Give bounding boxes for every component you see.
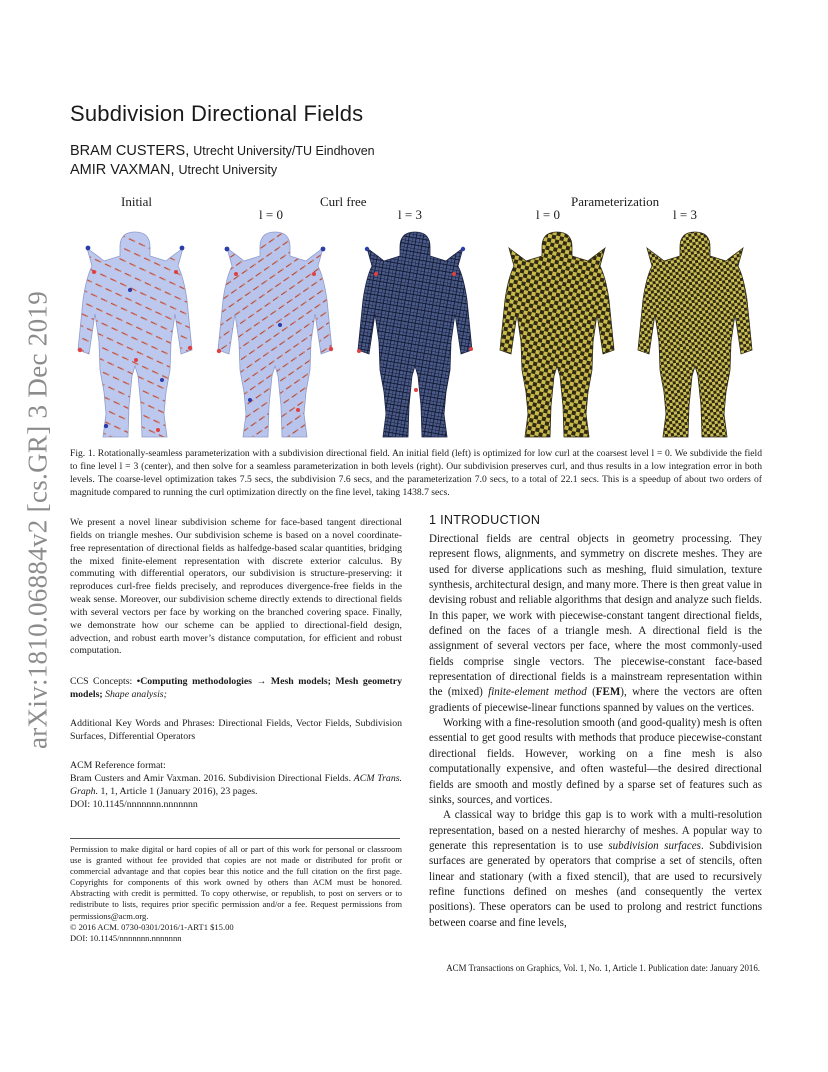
reference-line: Bram Custers and Amir Vaxman. 2016. Subdivision Directional Fields.: [70, 773, 354, 784]
reference-line: 1, 1, Article 1 (January 2016), 23 pages.: [98, 785, 258, 797]
figure-level-label: l = 0: [259, 207, 283, 222]
intro-paragraph-2: Working with a fine-resolution smooth (and good-quality) mesh is often essential to get good results with methods that produce piecewise-constant directional fields. However, working on a fine mesh is also computationally expensive, and often wasteful—the desired directional fields are smooth and mostly defined by a sparse set of features such as sinks, sources, and vortices.: [429, 717, 762, 806]
intro-text: Directional fields are central objects in geometry processing. They represent flows, alignments, and symmetry on discrete meshes. They are used for diverse applications such as meshing, fluid simulation, texture synthesis, architectural design, and many more. There is then great value in devising robust and reliable algorithms that design and analyze such fields. In this paper, we work with piecewise-constant tangent directional fields, defined on the faces of a triangle mesh. A directional field is the assignment of several vectors per face, where the most commonly-used fields comprise single vectors. The piecewise-constant face-based representation of directional fields is a mainstream representation within the (mixed): [429, 533, 762, 699]
keywords: Additional Key Words and Phrases: Directional Fields, Vector Fields, Subdivision Surfaces, Differential Operators: [70, 718, 402, 742]
section-heading: 1 INTRODUCTION: [429, 513, 541, 527]
model-curl-free-level-0: [217, 232, 333, 437]
reference-journal: ACM Trans. Graph.: [70, 773, 402, 797]
author-2: [70, 162, 277, 178]
author-name: AMIR VAXMAN,: [70, 162, 175, 178]
intro-italic: finite-element method: [488, 686, 587, 699]
intro-text: . Subdivision surfaces are generated by operators that comprise a set of stencils, often linear and stationary (with a fixed stencil), that are used to recursively refine functions defined on meshes (and consequently the vertex positions). These operators can be used to prolong and restrict functions between coarse and fine levels,: [429, 839, 762, 929]
model-curl-free-level-3: [357, 232, 473, 437]
intro-body: [429, 532, 762, 931]
ccs-italic: Shape analysis;: [102, 688, 167, 700]
intro-paragraph-3: [429, 808, 762, 931]
author-name: BRAM CUSTERS,: [70, 143, 190, 159]
model-initial: [78, 232, 192, 437]
figure-level-label: l = 3: [673, 207, 697, 222]
permission-notice: [70, 844, 402, 944]
reference-doi: DOI: 10.1145/nnnnnnn.nnnnnnn: [70, 798, 198, 810]
intro-text: A classical way to bridge this gap is to work with a multi-resolution representation, based on a nested hierarchy of meshes. A popular way to generate this representation is to use: [429, 809, 762, 852]
figure-label-parameterization: Parameterization: [571, 194, 660, 209]
intro-text: , where the vectors are often gradients of piecewise-linear functions spanned by values on the vertices.: [429, 686, 762, 714]
ccs-label: CCS Concepts:: [70, 676, 137, 687]
figure-level-label: l = 0: [536, 207, 560, 222]
figure-label-initial: Initial: [121, 194, 153, 209]
teaser-figure: [70, 230, 760, 440]
page-footer: ACM Transactions on Graphics, Vol. 1, No. 1, Article 1. Publication date: January 2016.: [446, 963, 760, 973]
permission-text: Permission to make digital or hard copies of all or part of this work for personal or classroom use is granted without fee provided that copies are not made or distributed for profit or commercial advantage and that copies bear this notice and the full citation on the first page. Copyrights for components of this work owned by others than ACM must be honored. Abstracting with credit is permitted. To copy otherwise, or republish, to post on servers or to redistribute to lists, requires prior specific permission and/or a fee. Request permissions from permissions@acm.org.: [70, 844, 402, 921]
paper-title: Subdivision Directional Fields: [70, 101, 364, 126]
reference-heading: ACM Reference format:: [70, 760, 166, 771]
arxiv-identifier-text: arXiv:1810.06884v2 [cs.GR] 3 Dec 2019: [22, 290, 53, 750]
author-1: [70, 143, 375, 159]
footnote-divider: [70, 838, 400, 839]
figure-label-curl-free: Curl free: [320, 194, 367, 209]
intro-italic: subdivision surfaces: [608, 839, 701, 852]
reference-format: [70, 773, 402, 812]
author-affiliation: Utrecht University: [178, 163, 278, 177]
intro-bold: FEM: [595, 686, 621, 699]
arxiv-identifier: [8, 290, 68, 750]
ccs-bold: •Computing methodologies → Mesh models; Mesh geometry models;: [70, 676, 402, 700]
author-affiliation: Utrecht University/TU Eindhoven: [193, 144, 375, 158]
ccs-concepts: [70, 676, 402, 702]
figure-level-label: l = 3: [398, 207, 422, 222]
figure-caption: Fig. 1. Rotationally-seamless parameterization with a subdivision directional field. An initial field (left) is optimized for low curl at the coarsest level l = 0. We subdivide the field to fine level l = 3 (center), and then solve for a seamless parameterization in both levels (right). Our subdivision preserves curl, and thus results in a low integration error in both levels. The coarse-level optimization takes 7.5 secs, the subdivision 7.6 secs, and the parameterization 7.0 secs, to a total of 22.1 secs. This is a speedup of about two orders of magnitude compared to running the curl optimization directly on the fine level, taking 1438.7 secs.: [70, 448, 762, 499]
copyright-line: © 2016 ACM. 0730-0301/2016/1-ART1 $15.00: [70, 921, 234, 932]
intro-paragraph-1: Directional fields are central objects in geometry processing. They represent flows, alignments, and symmetry on discrete meshes. They are used for diverse applications such as meshing, fluid simulation, texture synthesis, architectural design, and many more. There is then great value in devising robust and reliable algorithms that design and analyze such fields. In this paper, we work with piecewise-constant tangent directional fields, defined on the faces of a triangle mesh. A directional field is the assignment of several vectors per face, where the most commonly-used fields comprise single vectors. The piecewise-constant face-based representation of directional fields is a mainstream representation within the (mixed) finite-element method (FEM), where the vectors are often gradients of piecewise-linear functions spanned by values on the vertices.: [429, 533, 762, 714]
model-parameterization-level-3: [638, 232, 752, 437]
model-parameterization-level-0: [500, 232, 614, 437]
abstract: We present a novel linear subdivision scheme for face-based tangent directional fields on triangle meshes. Our subdivision scheme is based on a novel coordinate-free representation of directional fields as halfedge-based scalar quantities, bridging the mixed finite-element representation with discrete exterior calculus. By commuting with differential operators, our subdivision is structure-preserving: it reproduces curl-free fields precisely, and reproduces divergence-free fields in the weak sense. Moreover, our subdivision scheme directly extends to directional fields with several vectors per face by working on the branched covering space. Finally, we demonstrate how our scheme can be applied to directional-field design, advection, and robust earth mover’s distance computation, for efficient and robust computation.: [70, 517, 402, 657]
permission-doi: DOI: 10.1145/nnnnnnn.nnnnnnn: [70, 932, 182, 943]
